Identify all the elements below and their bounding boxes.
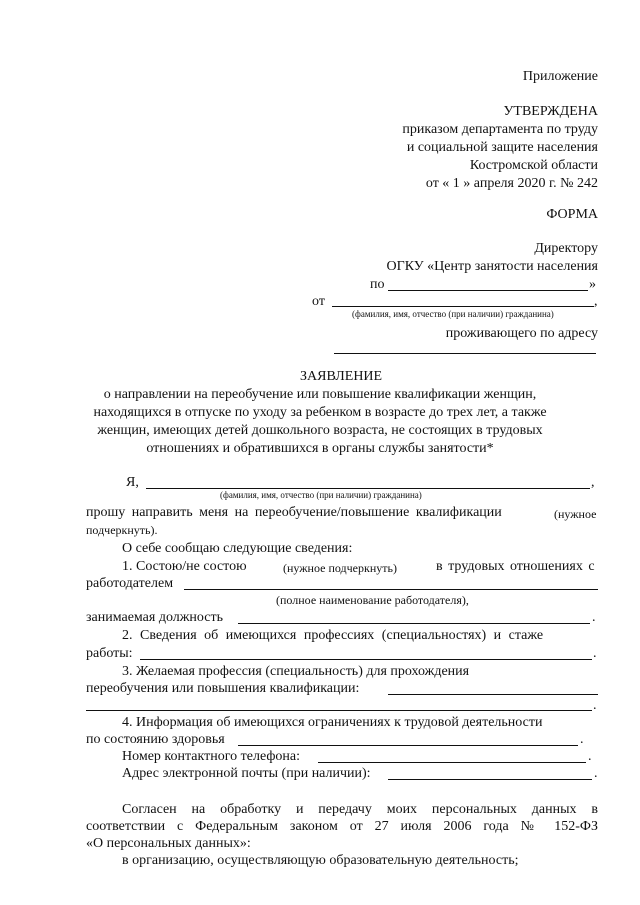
email-label: Адрес электронной почты (при наличии): (122, 766, 371, 781)
consent-line-4: в организацию, осуществляющую образовательную деятельность; (122, 853, 519, 868)
i-comma: , (591, 475, 595, 490)
title-line-3: женщин, имеющих детей дошкольного возраста, не состоящих в трудовых (97, 423, 543, 438)
item3-line-1: 3. Желаемая профессия (специальность) для прохождения (122, 664, 470, 679)
employer-field-line[interactable] (184, 589, 598, 590)
phone-period: . (588, 749, 592, 764)
position-period: . (592, 610, 596, 625)
applicant-fio-hint: (фамилия, имя, отчество (при наличии) гражданина) (220, 490, 422, 500)
item1-line-1-c: в трудовых отношениях с (436, 559, 595, 574)
order-line-2: и социальной защите населения (406, 140, 598, 155)
form-label: ФОРМА (546, 207, 598, 222)
request-line-1: прошу направить меня на переобучение/повышение квалификации (86, 505, 502, 520)
po-field-line[interactable] (388, 290, 588, 291)
item4-line-2: по состоянию здоровья (86, 732, 225, 747)
title-line-4: отношениях и обратившихся в органы службы занятости* (146, 441, 494, 456)
po-close-quote: » (589, 277, 596, 292)
request-note: (нужное (554, 507, 597, 521)
order-line-3: Костромской области (469, 158, 598, 173)
item4-period: . (580, 732, 584, 747)
desired-profession-line-1[interactable] (388, 694, 598, 695)
item3-line-2: переобучения или повышения квалификации: (86, 681, 360, 696)
approved-label: УТВЕРЖДЕНА (503, 104, 598, 119)
position-field-line[interactable] (238, 623, 590, 624)
email-period: . (594, 766, 598, 781)
from-label: от (312, 294, 325, 309)
from-fio-hint: (фамилия, имя, отчество (при наличии) гражданина) (352, 309, 554, 319)
consent-line-3: «О персональных данных»: (86, 836, 251, 851)
item1-line-1-a: 1. Состою/не состою (122, 559, 247, 574)
item4-line-1: 4. Информация об имеющихся ограничениях к трудовой деятельности (122, 715, 543, 730)
health-field-line[interactable] (238, 745, 578, 746)
employer-hint: (полное наименование работодателя), (276, 593, 469, 607)
from-field-line[interactable] (332, 306, 594, 307)
order-line-1: приказом департамента по труду (402, 122, 598, 137)
address-field-line[interactable] (334, 353, 596, 354)
appendix-label: Приложение (522, 69, 598, 84)
phone-label: Номер контактного телефона: (122, 749, 300, 764)
about-label: О себе сообщаю следующие сведения: (122, 541, 353, 556)
order-line-4: от « 1 » апреля 2020 г. № 242 (425, 176, 598, 191)
desired-profession-line-2[interactable] (86, 710, 592, 711)
professions-field-line[interactable] (140, 659, 592, 660)
phone-field-line[interactable] (318, 762, 586, 763)
applicant-fio-line[interactable] (146, 488, 590, 489)
item2-line-1: 2. Сведения об имеющихся профессиях (специальностях) и стаже (122, 628, 544, 643)
org-name: ОГКУ «Центр занятости населения (386, 259, 598, 274)
document-heading: ЗАЯВЛЕНИЕ (300, 369, 383, 384)
title-line-2: находящихся в отпуске по уходу за ребенком в возрасте до трех лет, а также (93, 405, 547, 420)
email-field-line[interactable] (388, 779, 592, 780)
item2-line-2: работы: (86, 646, 133, 661)
request-line-2: подчеркнуть). (86, 523, 158, 537)
item1-note: (нужное подчеркнуть) (283, 561, 397, 575)
residing-label: проживающего по адресу (445, 326, 598, 341)
from-comma: , (594, 294, 598, 309)
i-label: Я, (126, 475, 139, 490)
item3-period: . (593, 698, 597, 713)
position-label: занимаемая должность (86, 610, 223, 625)
item1-employer-label: работодателем (86, 576, 174, 591)
director-label: Директору (534, 241, 598, 256)
consent-line-1: Согласен на обработку и передачу моих персональных данных в (122, 802, 598, 817)
title-line-1: о направлении на переобучение или повышение квалификации женщин, (103, 387, 537, 402)
item2-period: . (593, 646, 597, 661)
consent-line-2: соответствии с Федеральным законом от 27 июля 2006 года № 152-ФЗ (86, 819, 598, 834)
po-label: по (370, 277, 385, 292)
